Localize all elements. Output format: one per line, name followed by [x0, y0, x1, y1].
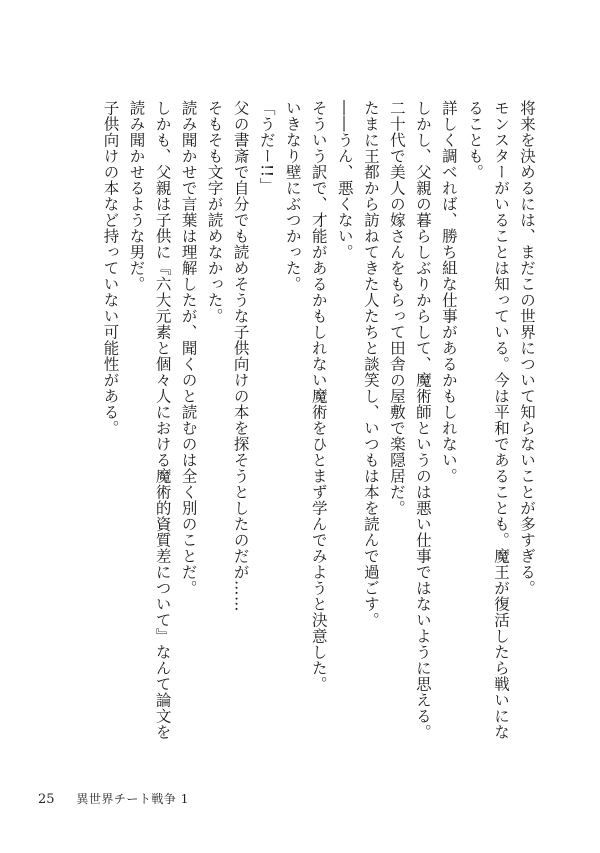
- paragraph: 父の書斎で自分でも読めそうな子供向けの本を探そうとしたのだが……: [231, 100, 250, 612]
- page-number: 25: [38, 792, 55, 807]
- paragraph: しかも、父親は子供に『六大元素と個々人における魔術的資質差について』なんて論文を読み聞かせるような男だ。: [127, 100, 172, 740]
- paragraph: たまに王都から訪ねてきた人たちと談笑し、いつもは本を読んで過ごす。: [361, 100, 380, 628]
- paragraph: ――うん、悪くない。: [335, 100, 354, 260]
- paragraph: 子供向けの本など持っていない可能性がある。: [101, 100, 120, 436]
- paragraph: 将来を決めるには、まだこの世界について知らないことが多すぎる。: [518, 100, 536, 596]
- paragraph: 「うだー!!」: [257, 100, 276, 194]
- running-title: 異世界チート戦争 1: [76, 792, 189, 806]
- vertical-body-text: [70, 100, 540, 745]
- paragraph: 詳しく調べれば、勝ち組な仕事があるかもしれない。: [439, 100, 458, 484]
- page-footer: [38, 790, 189, 807]
- paragraph: モンスターがいることは知っている。今は平和であることも。魔王が復活したら戦いになることも。: [465, 100, 510, 740]
- paragraph: いきなり壁にぶつかった。: [283, 100, 302, 292]
- paragraph: 読み聞かせで言葉は理解したが、聞くのと読むのは全く別のことだ。: [179, 100, 198, 596]
- paragraph: しかし、父親の暮らしぶりからして、魔術師というのは悪い仕事ではないように思える。二十代で美人の嫁さんをもらって田舎の屋敷で楽隠居だ。: [387, 100, 432, 740]
- paragraph: そういう訳で、才能があるかもしれない魔術をひとまず学んでみようと決意した。: [309, 100, 328, 692]
- paragraph: そもそも文字が読めなかった。: [205, 100, 224, 324]
